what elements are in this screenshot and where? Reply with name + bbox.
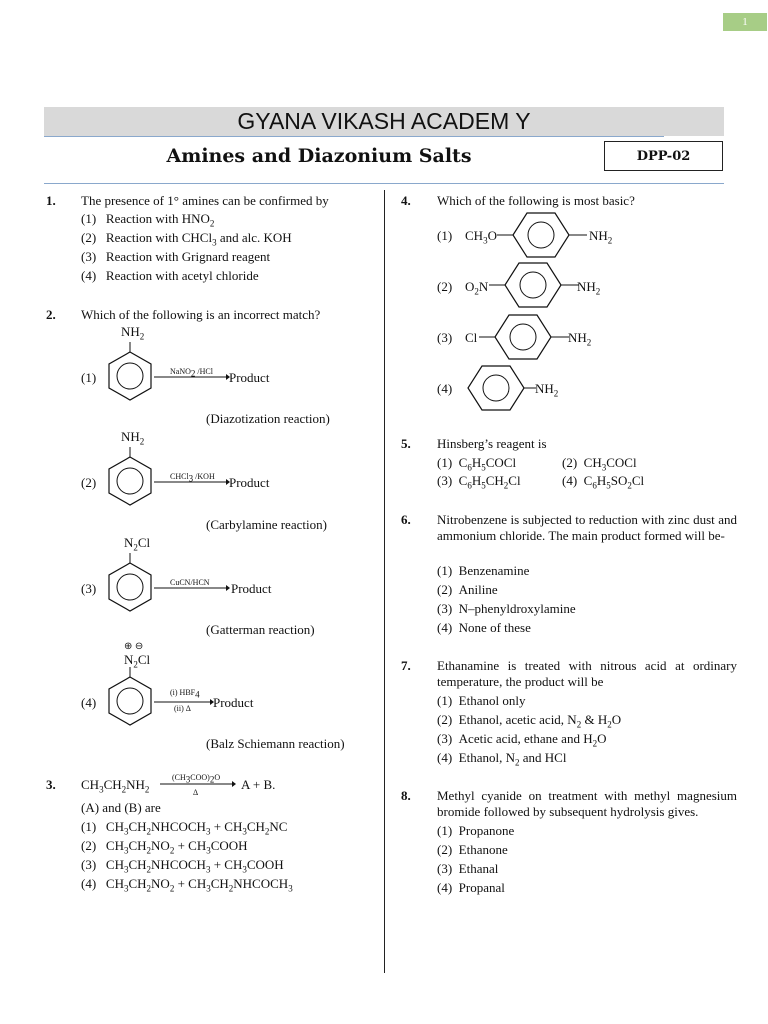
q2-o1-reagent: NaNO$_2$ /HCl [170,367,213,379]
reaction-arrow-icon [154,583,230,593]
q2-o1-product: Product [229,370,270,385]
q2-o1-label: (1) [81,370,97,385]
q2-o2-caption: (Carbylamine reaction) [206,517,327,532]
q2-o2-reagent: CHCl$_3$ /KOH [170,472,215,484]
benzene-ring-icon [479,313,571,363]
q6-text: Nitrobenzene is subjected to reduction with zinc dust and ammonium chloride. The main product formed will be- [437,512,737,543]
reaction-arrow-icon [154,697,214,707]
q4-o1-left-group: $CH_3O$ [465,228,497,246]
q4-o2-amine: $NH_2$ [577,279,601,297]
q2-o4-label: (4) [81,695,97,710]
benzene-ring-icon [104,549,156,619]
q8-number: 8. [401,788,411,803]
q4-o4-label: (4) [437,381,453,396]
q8-option-2: (2) Ethanone [437,842,508,857]
q2-number: 2. [46,307,56,322]
q7-number: 7. [401,658,411,673]
q4-o1-label: (1) [437,228,453,243]
q3-reagent: $(CH_3COO)_2O$ [172,773,221,785]
q2-o3-label: (3) [81,581,97,596]
benzene-ring-icon [104,338,156,408]
q7-text: Ethanamine is treated with nitrous acid at ordinary temperature, the product will be [437,658,737,689]
q2-o3-substituent: $N_2Cl$ [124,535,151,553]
page-number: 1 [723,13,767,31]
q4-o2-left-group: $O_2N$ [465,279,489,297]
q2-text: Which of the following is an incorrect match? [81,307,321,322]
q7-option-4: (4) Ethanol, $N_2$ and HCl [437,750,567,768]
q2-o1-substituent: $NH_2$ [121,324,145,342]
q5-text: Hinsberg’s reagent is [437,436,547,451]
q7-option-2: (2) Ethanol, acetic acid, $N_2$ & $H_2O$ [437,712,622,730]
benzene-ring-icon [104,665,156,735]
title-rule [44,183,724,184]
dpp-code: DPP-02 [604,141,723,171]
institute-name: GYANA VIKASH ACADEM Y [237,108,531,134]
q3-number: 3. [46,777,56,792]
q4-o2-label: (2) [437,279,453,294]
reaction-arrow-icon [154,477,230,487]
q2-o4-charges: ⊕ ⊖ [124,641,144,652]
q2-o4-reagent-1: (i) $HBF_4$ [170,688,200,700]
q2-o3-reagent: CuCN/HCN [170,578,210,587]
q3-reagent-heat: Δ [193,788,199,797]
q5-option-2: (2) $CH_3COCl$ [562,455,637,473]
q4-text: Which of the following is most basic? [437,193,635,208]
q1-option-1: (1) Reaction with $HNO_2$ [81,211,215,229]
banner-rule [44,136,664,137]
q5-option-3: (3) $C_6H_5CH_2Cl$ [437,473,521,491]
q6-option-4: (4) None of these [437,620,531,635]
q2-o4-reagent-2: (ii) Δ [174,704,191,713]
q4-o3-label: (3) [437,330,453,345]
worksheet-title: Amines and Diazonium Salts [166,145,472,167]
q2-o4-caption: (Balz Schiemann reaction) [206,736,345,751]
benzene-ring-icon [104,443,156,513]
q3-prompt: (A) and (B) are [81,800,161,815]
benzene-ring-icon [466,364,538,414]
q3-option-2: (2) $CH_3CH_2NO_2$ + $CH_3COOH$ [81,838,248,856]
q1-number: 1. [46,193,56,208]
q5-option-4: (4) $C_6H_5SO_2Cl$ [562,473,645,491]
q7-option-3: (3) Acetic acid, ethane and $H_2O$ [437,731,607,749]
q2-o1-caption: (Diazotization reaction) [206,411,330,426]
q2-o3-caption: (Gatterman reaction) [206,622,315,637]
q2-o2-product: Product [229,475,270,490]
q4-o4-amine: $NH_2$ [535,381,559,399]
q1-text: The presence of 1° amines can be confirmed by [81,193,329,208]
q2-o4-substituent: $N_2Cl$ [124,652,151,670]
q3-result: A + B. [241,777,276,792]
q8-option-4: (4) Propanal [437,880,505,895]
q2-o2-substituent: $NH_2$ [121,429,145,447]
q6-number: 6. [401,512,411,527]
q4-o3-left-group: Cl [465,330,478,345]
q1-option-2: (2) Reaction with CHCl$_3$ and alc. KOH [81,230,292,248]
q6-option-2: (2) Aniline [437,582,498,597]
q4-number: 4. [401,193,411,208]
q2-o2-label: (2) [81,475,97,490]
reaction-arrow-icon [154,372,230,382]
q1-option-4: (4) Reaction with acetyl chloride [81,268,259,283]
q3-option-3: (3) $CH_3CH_2NHCOCH_3$ + $CH_3COOH$ [81,857,284,875]
q2-o3-product: Product [231,581,272,596]
q8-text: Methyl cyanide on treatment with methyl magnesium bromide followed by subsequent hydrolysis gives. [437,788,737,819]
q8-option-3: (3) Ethanal [437,861,499,876]
q3-option-4: (4) $CH_3CH_2NO_2$ + $CH_3CH_2NHCOCH_3$ [81,876,293,894]
benzene-ring-icon [497,211,589,261]
q6-option-3: (3) N–phenyldroxylamine [437,601,576,616]
q4-o1-amine: $NH_2$ [589,228,613,246]
q8-option-1: (1) Propanone [437,823,515,838]
q2-o4-product: Product [213,695,254,710]
q5-number: 5. [401,436,411,451]
q3-option-1: (1) $CH_3CH_2NHCOCH_3 + CH_3CH_2NC$ [81,819,288,837]
q1-option-3: (3) Reaction with Grignard reagent [81,249,271,264]
column-divider [384,190,385,973]
q6-option-1: (1) Benzenamine [437,563,530,578]
q3-reactant: $CH_3CH_2NH_2$ [81,777,150,795]
q4-o3-amine: $NH_2$ [568,330,592,348]
q7-option-1: (1) Ethanol only [437,693,526,708]
benzene-ring-icon [489,261,581,311]
q5-option-1: (1) $C_6H_5COCl$ [437,455,517,473]
